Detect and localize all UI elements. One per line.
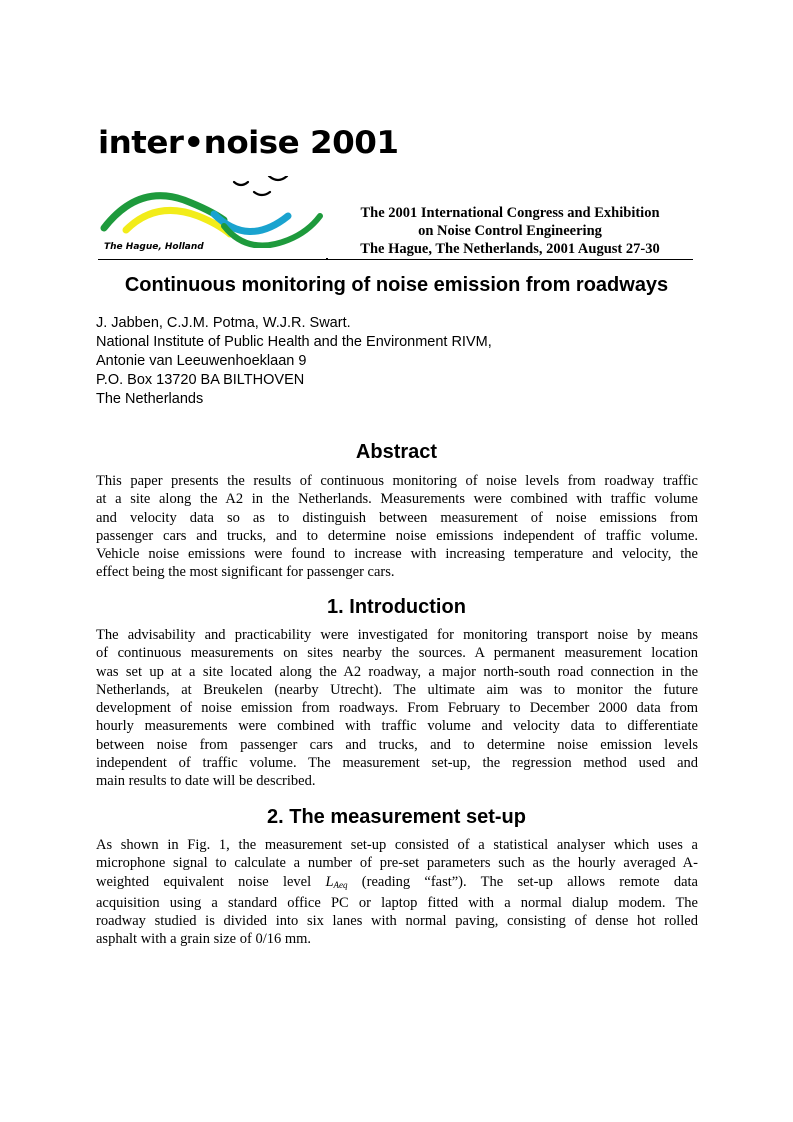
logo-waves-graphic [98,176,338,248]
text-line: at a site along the A2 in the Netherlands. Measurements were combined with traffic volume [96,491,698,508]
logo-wordmark: inter•noise 2001 [98,125,399,161]
introduction-paragraph [96,626,698,791]
abstract-paragraph [96,472,698,582]
author-line: The Netherlands [96,391,204,407]
text-line: As shown in Fig. 1, the measurement set-up consisted of a statistical analyser which uses a [96,837,698,853]
text-line: passenger cars and trucks, and to determine noise emissions independent of traffic volume. [96,527,698,544]
text-line: hourly measurements were combined with traffic volume and velocity data to differentiate [96,718,698,735]
laeq-symbol: $L_{Aeq}$ [325,873,348,890]
author-line: J. Jabben, C.J.M. Potma, W.J.R. Swart. [96,315,351,331]
text-line [96,873,698,894]
text-line: development of noise emission from roadways. From February to December 2000 data from [96,700,698,717]
conference-line: The Hague, The Netherlands, 2001 August 27-30 [360,241,660,257]
conference-logo [98,125,399,258]
setup-paragraph [96,836,698,949]
header-rule [98,259,693,260]
text-line: The advisability and practicability were investigated for monitoring transport noise by means [96,627,698,643]
text-line: of continuous measurements on sites nearby the sources. A permanent measurement location [96,645,698,662]
text-line: independent of traffic volume. The measurement set-up, the regression method used and [96,755,698,772]
conference-line: on Noise Control Engineering [418,223,602,239]
text-fragment: (reading “fast”). The set-up allows remote data [361,873,698,890]
text-line: roadway studied is divided into six lanes with normal paving, consisting of dense hot rolled [96,913,698,930]
text-line: Vehicle noise emissions were found to increase with increasing temperature and velocity, the [96,546,698,563]
text-fragment: weighted equivalent noise level [96,873,312,890]
text-line: acquisition using a standard office PC or laptop fitted with a normal dialup modem. The [96,894,698,911]
text-line: Netherlands, at Breukelen (nearby Utrecht). The ultimate aim was to monitor the future [96,681,698,698]
text-line: effect being the most significant for passenger cars. [96,564,395,581]
paper-title: Continuous monitoring of noise emission from roadways [124,274,669,296]
abstract-heading: Abstract [355,441,438,463]
header-rule-mark [326,258,328,260]
conference-info [330,204,690,258]
logo-smile-mark [269,176,287,180]
text-line: microphone signal to calculate a number of pre-set parameters such as the hourly averaged A- [96,855,698,872]
author-line: Antonie van Leeuwenhoeklaan 9 [96,353,307,369]
logo-smile-mark [234,182,248,185]
text-line: This paper presents the results of continuous monitoring of noise levels from roadway traffic [96,473,698,489]
logo-city: The Hague, Holland [104,242,204,252]
conference-line: The 2001 International Congress and Exhibition [360,205,660,221]
setup-heading: 2. The measurement set-up [267,806,526,828]
author-line: P.O. Box 13720 BA BILTHOVEN [96,372,305,388]
author-line: National Institute of Public Health and the Environment RIVM, [96,334,492,350]
text-line: main results to date will be described. [96,773,316,790]
author-block [96,314,492,409]
logo-smile-mark [254,192,270,195]
text-line: was set up at a site located along the A2 roadway, a major north-south road connection in the [96,663,698,680]
text-line: and velocity data so as to distinguish between measurement of noise emissions from [96,509,698,526]
text-line: between noise from passenger cars and trucks, and to determine noise emission levels [96,736,698,753]
introduction-heading: 1. Introduction [327,596,466,618]
text-line: asphalt with a grain size of 0/16 mm. [96,931,312,948]
